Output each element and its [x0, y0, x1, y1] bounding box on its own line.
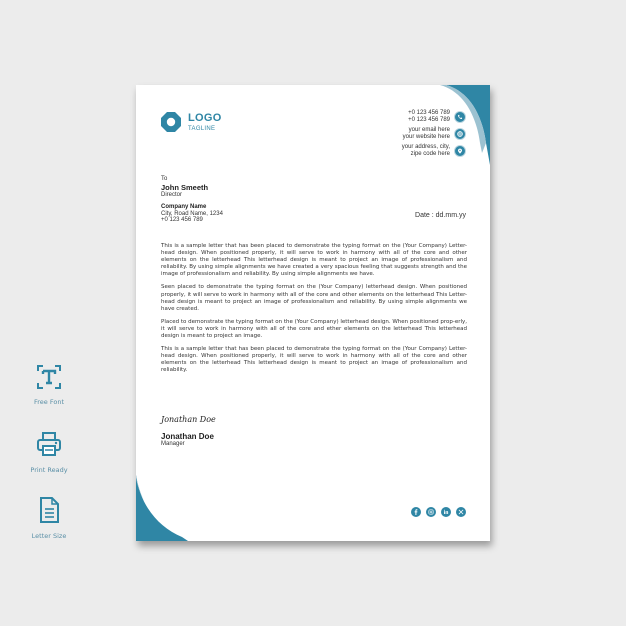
phone-line-2: +0 123 456 789 [408, 117, 450, 123]
phone-icon [454, 111, 466, 123]
phone-line-1: +0 123 456 789 [408, 110, 450, 116]
printer-icon [35, 430, 63, 458]
social-icons [411, 507, 466, 517]
email-line: your email here [408, 127, 450, 133]
letter-date: Date : dd.mm.yy [415, 212, 466, 219]
contact-web [403, 127, 466, 141]
signer-name: Jonathan Doe [161, 432, 214, 441]
feature-letter-size [20, 496, 78, 540]
text-t-icon [36, 364, 62, 390]
globe-icon [454, 128, 466, 140]
facebook-icon [411, 507, 421, 517]
recipient-phone: +0 123 456 789 [161, 217, 203, 224]
feature-print-ready [20, 430, 78, 474]
body-paragraph: Placed to demonstrate the typing format on the (Your Company) letterhead design. When positioned prop-erly, it will serve to work in harmony with all of the core and ether elements on the letterhead This letterhead design is meant to project an image. [161, 318, 467, 340]
address-line-2: zipe code here [410, 151, 450, 157]
signature: Jonathan Doe [161, 415, 216, 424]
feature-label: Letter Size [31, 532, 67, 540]
to-label: To [161, 176, 168, 182]
feature-label: Free Font [33, 398, 64, 406]
recipient-title: Director [161, 191, 183, 198]
logo-tagline: TAGLINE [188, 125, 216, 132]
linkedin-icon [441, 507, 451, 517]
address-line-1: your address, city, [401, 144, 450, 150]
contact-phone [408, 110, 466, 124]
bottom-left-accent-shape [136, 475, 188, 541]
document-icon [37, 496, 61, 524]
feature-label: Print Ready [30, 466, 68, 474]
website-line: your website here [402, 134, 450, 140]
recipient-company: Company Name [161, 204, 207, 211]
octagon-logo-icon [160, 111, 182, 133]
body-paragraph: This is a sample letter that has been placed to demonstrate the typing format on the (Your Company) Letter-head design. When positioned properly, it will serve to work in harmony with all of the core and other elements on the letterhead This letterhead design is meant to project an image of professionalism and reliability. By using simple alignments we have created a very spacious feeling that suggests strength and the image of professionalism and reliability. By using simple alignments we have. [161, 243, 467, 278]
location-icon [454, 145, 466, 157]
recipient-address: City, Road Name, 1234 [161, 210, 223, 217]
recipient-block [161, 176, 223, 224]
feature-free-font [20, 364, 78, 406]
logo-title: LOGO [188, 111, 222, 124]
contact-address [402, 144, 466, 158]
letterhead-sheet [136, 85, 490, 541]
body-paragraph: This is a sample letter that has been placed to demonstrate the typing format on the (Your Company) Letter-head design. When positioned properly, it will serve to work in harmony with all of the core and other elements on the letterhead This letterhead design is meant to project an image of professionalism and reliability. [161, 346, 467, 374]
body-paragraph: Seen placed to demonstrate the typing format on the (Your Company) letterhead design. When positioned properly, it will serve to work in harmony with all of the core and other elements on the letterhead This Letter-head design is meant to project an image of professionalism and reliability. By using simple alignments we have created. [161, 284, 467, 312]
recipient-name: John Smeeth [161, 182, 209, 192]
letter-body [161, 243, 467, 381]
company-logo [160, 111, 222, 133]
twitter-icon [456, 507, 466, 517]
signer-title: Manager [161, 441, 185, 447]
instagram-icon [426, 507, 436, 517]
